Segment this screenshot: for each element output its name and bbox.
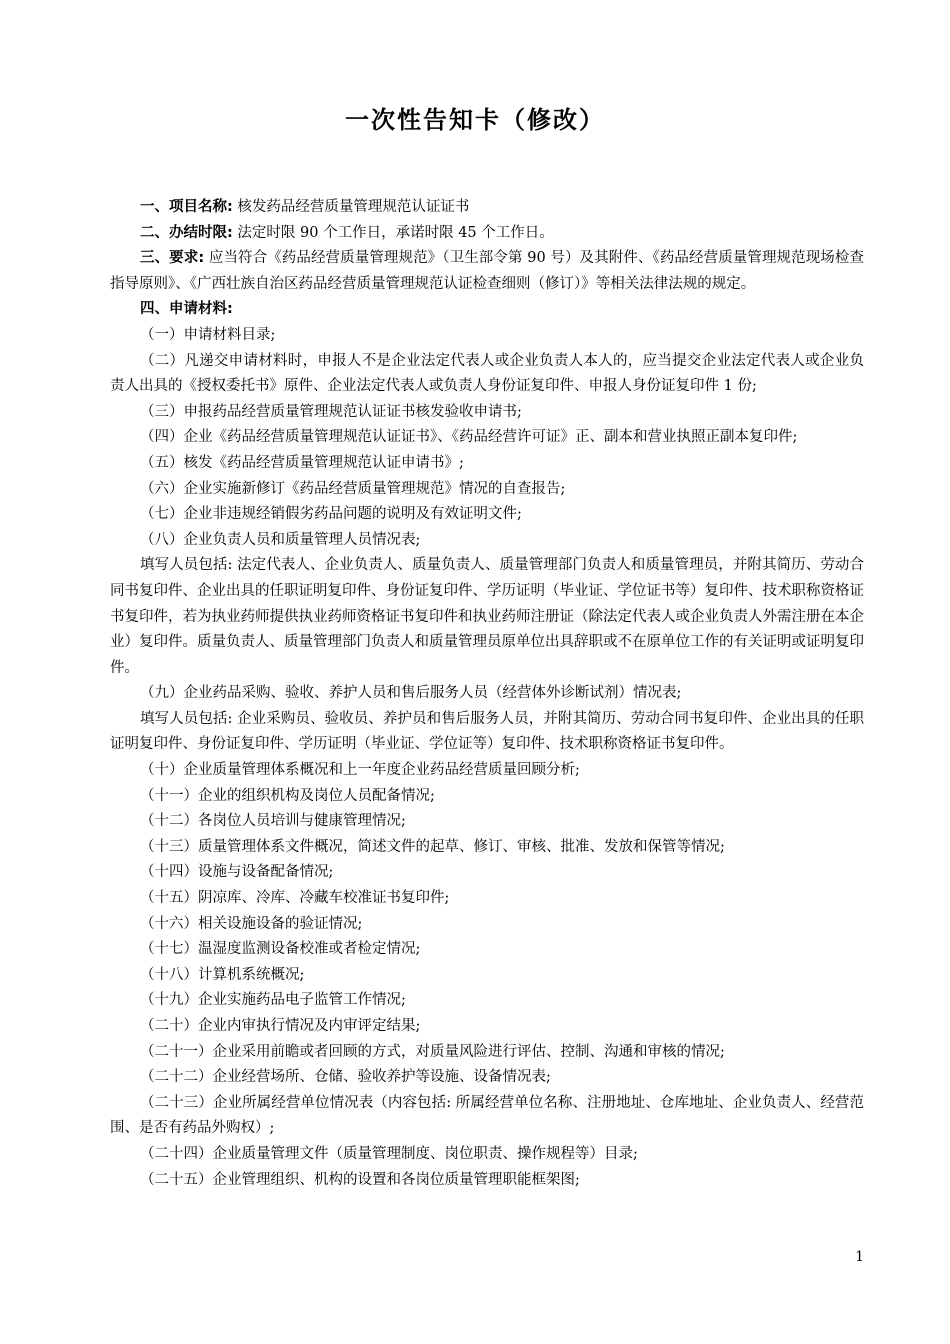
material-item: （二十二）企业经营场所、仓储、验收养护等设施、设备情况表; bbox=[140, 1069, 551, 1086]
material-item: （二十）企业内审执行情况及内审评定结果; bbox=[140, 1018, 421, 1034]
material-item: （四）企业《药品经营质量管理规范认证证书》、《药品经营许可证》正、副本和营业执照正副本复印件; bbox=[140, 429, 798, 446]
time-limit-value: 法定时限 90 个工作日，承诺时限 45 个工作日。 bbox=[232, 224, 554, 241]
item-project-name bbox=[110, 195, 864, 221]
material-item: （三）申报药品经营质量管理规范认证证书核发验收申请书; bbox=[140, 403, 522, 420]
material-item: （一）申请材料目录; bbox=[140, 326, 276, 343]
material-item: （十七）温湿度监测设备校准或者检定情况; bbox=[140, 941, 421, 958]
project-name-value: 核发药品经营质量管理规范认证证书 bbox=[232, 199, 470, 215]
material-item: （二）凡递交申请材料时，申报人不是企业法定代表人或企业负责人本人的，应当提交企业法定代表人或企业负责人出具的《授权委托书》原件、企业法定代表人或负责人身份证复印件、申报人身份证复印件 1 份; bbox=[110, 352, 864, 395]
material-item: （十六）相关设施设备的验证情况; bbox=[140, 915, 363, 932]
material-item: （六）企业实施新修订《药品经营质量管理规范》情况的自查报告; bbox=[140, 480, 566, 497]
material-item: （二十三）企业所属经营单位情况表（内容包括: 所属经营单位名称、注册地址、仓库地址、企业负责人、经营范围、是否有药品外购权）; bbox=[110, 1094, 864, 1137]
material-item: （十五）阴凉库、冷库、冷藏车校准证书复印件; bbox=[140, 890, 450, 907]
item-materials-heading bbox=[110, 297, 864, 323]
materials-label: 四、申请材料: bbox=[140, 301, 233, 318]
page-title: 一次性告知卡（修改） bbox=[345, 106, 605, 134]
item-requirements bbox=[110, 246, 864, 297]
material-item: （十三）质量管理体系文件概况，简述文件的起草、修订、审核、批准、发放和保管等情况; bbox=[140, 838, 725, 855]
material-item: （二十五）企业管理组织、机构的设置和各岗位质量管理职能框架图; bbox=[140, 1171, 580, 1188]
material-note: 填写人员包括: 企业采购员、验收员、养护员和售后服务人员，并附其简历、劳动合同书复印件、企业出具的任职证明复印件、身份证复印件、学历证明（毕业证、学位证等）复印件、技术职称资格证书复印件。 bbox=[110, 710, 864, 753]
document-body bbox=[110, 195, 864, 1193]
material-item: （十一）企业的组织机构及岗位人员配备情况; bbox=[140, 787, 435, 804]
material-item: （十四）设施与设备配备情况; bbox=[140, 864, 334, 881]
requirements-value: 应当符合《药品经营质量管理规范》（卫生部令第 90 号）及其附件、《药品经营质量管理规范现场检查指导原则》、《广西壮族自治区药品经营质量管理规范认证检查细则（修订）》等相关法律法规的规定。 bbox=[110, 250, 864, 292]
material-note: 填写人员包括: 法定代表人、企业负责人、质量负责人、质量管理部门负责人和质量管理员，并附其简历、劳动合同书复印件、企业出具的任职证明复印件、身份证复印件、学历证明（毕业证、学位证书等）复印件、技术职称资格证书复印件，若为执业药师提供执业药师资格证书复印件和执业药师注册证（除法定代表人或企业负责人外需注册在本企业）复印件。质量负责人、质量管理部门负责人和质量管理员原单位出具辞职或不在原单位工作的有关证明或证明复印件。 bbox=[110, 557, 864, 676]
material-item: （九）企业药品采购、验收、养护人员和售后服务人员（经营体外诊断试剂）情况表; bbox=[140, 685, 682, 702]
material-item: （十九）企业实施药品电子监管工作情况; bbox=[140, 992, 406, 1009]
material-item: （十）企业质量管理体系概况和上一年度企业药品经营质量回顾分析; bbox=[140, 762, 580, 779]
material-item: （二十一）企业采用前瞻或者回顾的方式，对质量风险进行评估、控制、沟通和审核的情况; bbox=[140, 1043, 725, 1060]
material-item: （十八）计算机系统概况; bbox=[140, 966, 305, 983]
material-item: （五）核发《药品经营质量管理规范认证申请书》; bbox=[140, 454, 464, 471]
project-name-label: 一、项目名称: bbox=[140, 199, 233, 215]
material-item: （八）企业负责人员和质量管理人员情况表; bbox=[140, 531, 421, 548]
material-item: （十二）各岗位人员培训与健康管理情况; bbox=[140, 813, 406, 830]
item-time-limit bbox=[110, 221, 864, 247]
requirements-label: 三、要求: bbox=[140, 250, 205, 267]
page-number: 1 bbox=[855, 1249, 864, 1265]
material-item: （二十四）企业质量管理文件（质量管理制度、岗位职责、操作规程等）目录; bbox=[140, 1145, 638, 1162]
time-limit-label: 二、办结时限: bbox=[140, 224, 233, 241]
material-item: （七）企业非违规经销假劣药品问题的说明及有效证明文件; bbox=[140, 506, 522, 523]
